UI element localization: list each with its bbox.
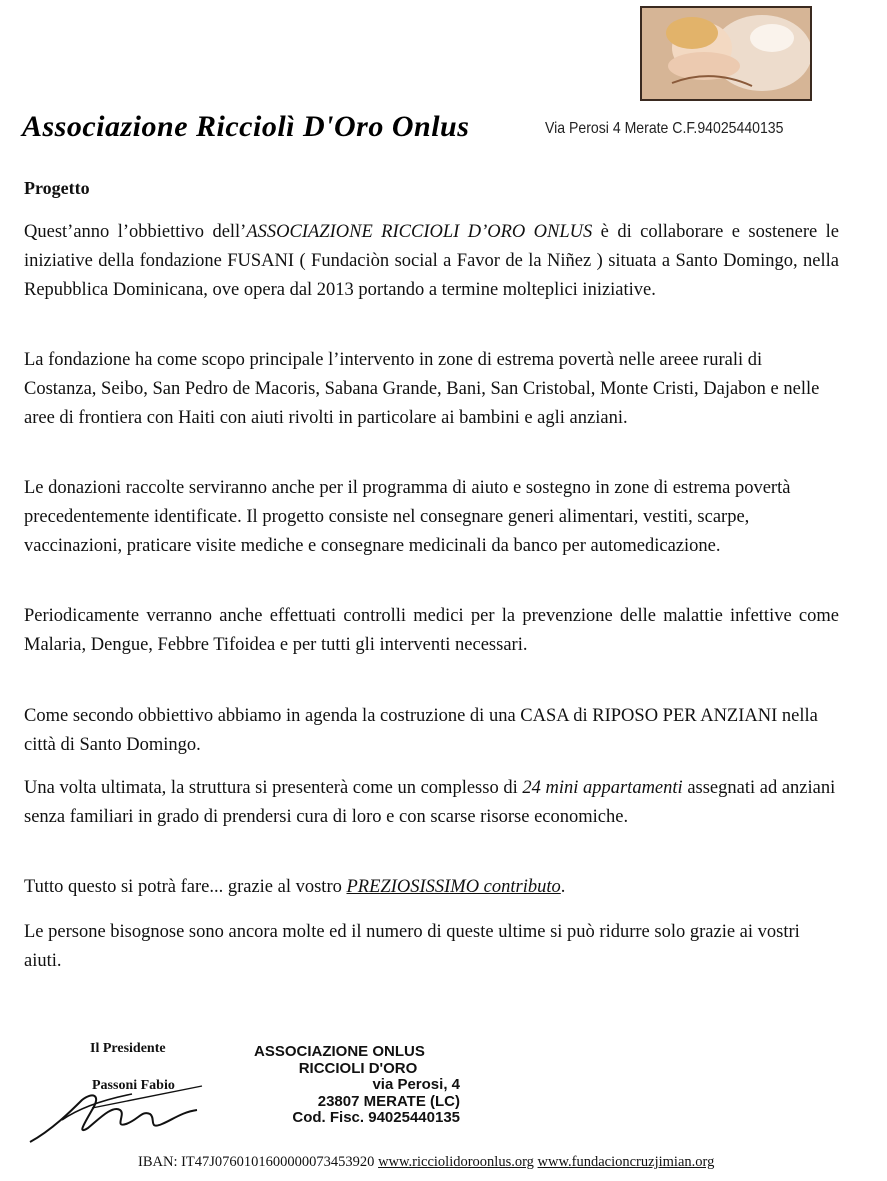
- paragraph-text: Una volta ultimata, la struttura si presenterà come un complesso di: [24, 778, 523, 798]
- handwritten-signature-icon: [22, 1080, 222, 1150]
- section-title: Progetto: [24, 178, 90, 198]
- paragraph-5: [24, 702, 839, 760]
- president-label: Il Presidente: [90, 1041, 166, 1056]
- paragraph-text: assegnati ad anziani senza familiari in grado di prendersi cura di loro e con scarse risorse economiche.: [24, 778, 836, 827]
- paragraph-2: [24, 346, 839, 433]
- paragraph-text: Le donazioni raccolte serviranno anche per il programma di aiuto e sostegno in zone di estrema povertà precedentemente identificate. Il progetto consiste nel consegnare generi alimentari, vestiti, scarpe, vaccinazioni, praticare visite mediche e consegnare medicinali da banco per automedicazione.: [24, 478, 791, 556]
- president-name: Passoni Fabio: [92, 1078, 175, 1093]
- iban-text: IBAN: IT47J0760101600000073453920: [138, 1154, 375, 1170]
- association-website-link[interactable]: www.ricciolidoroonlus.org: [378, 1154, 534, 1170]
- paragraph-text: Periodicamente verranno anche effettuati controlli medici per la prevenzione delle malattie infettive come Malaria, Dengue, Febbre Tifoidea e per tutti gli interventi necessari.: [24, 606, 839, 655]
- paragraph-text: .: [560, 877, 566, 897]
- paragraph-text: Come secondo obbiettivo abbiamo in agenda la costruzione di una CASA di RIPOSO PER ANZIANI nella città di Santo Domingo.: [24, 706, 818, 755]
- header-address: Via Perosi 4 Merate C.F.94025440135: [545, 120, 784, 137]
- paragraph-8: [24, 918, 839, 976]
- association-stamp: [248, 1044, 468, 1127]
- stamp-line: 23807 MERATE (LC): [317, 1092, 460, 1110]
- paragraph-4: [24, 602, 839, 660]
- cherub-logo-image: [640, 6, 812, 101]
- stamp-line: RICCIOLI D'ORO: [298, 1059, 418, 1077]
- association-name-emphasis: ASSOCIAZIONE RICCIOLI D’ORO ONLUS: [246, 222, 593, 242]
- paragraph-text: è di collaborare e sostenere le iniziative della fondazione FUSANI ( Fundaciòn social a Favor de la Niñez ) situata a Santo Domingo, nella Repubblica Dominicana, ove opera dal 2013 portando a termine molteplici iniziative.: [24, 222, 839, 300]
- paragraph-text: La fondazione ha come scopo principale l’intervento in zone di estrema povertà nelle areee rurali di Costanza, Seibo, San Pedro de Macoris, Sabana Grande, Bani, San Cristobal, Monte Cristi, Dajabon e nelle aree di frontiera con Haiti con aiuti rivolti in particolare ai bambini e agli anziani.: [24, 350, 820, 428]
- paragraph-text: Le persone bisognose sono ancora molte ed il numero di queste ultime si può ridurre solo grazie ai vostri aiuti.: [24, 922, 800, 971]
- association-title: Associazione Ricciolì D'Oro Onlus: [22, 110, 470, 143]
- paragraph-1: [24, 218, 839, 305]
- paragraph-3: [24, 474, 839, 561]
- paragraph-6: [24, 774, 839, 832]
- stamp-line: ASSOCIAZIONE ONLUS: [254, 1043, 425, 1060]
- paragraph-7: [24, 873, 839, 902]
- footer: [138, 1154, 714, 1171]
- stamp-line: via Perosi, 4: [372, 1076, 460, 1093]
- apartments-emphasis: 24 mini appartamenti: [522, 778, 683, 798]
- stamp-line: Cod. Fisc. 94025440135: [292, 1109, 460, 1126]
- contribution-emphasis: PREZIOSISSIMO contributo: [346, 877, 561, 897]
- foundation-website-link[interactable]: www.fundacioncruzjimian.org: [537, 1154, 715, 1170]
- paragraph-text: Tutto questo si potrà fare... grazie al vostro: [24, 877, 347, 897]
- paragraph-text: Quest’anno l’obbiettivo dell’: [24, 222, 247, 242]
- sleeping-cherub-icon: [642, 8, 810, 99]
